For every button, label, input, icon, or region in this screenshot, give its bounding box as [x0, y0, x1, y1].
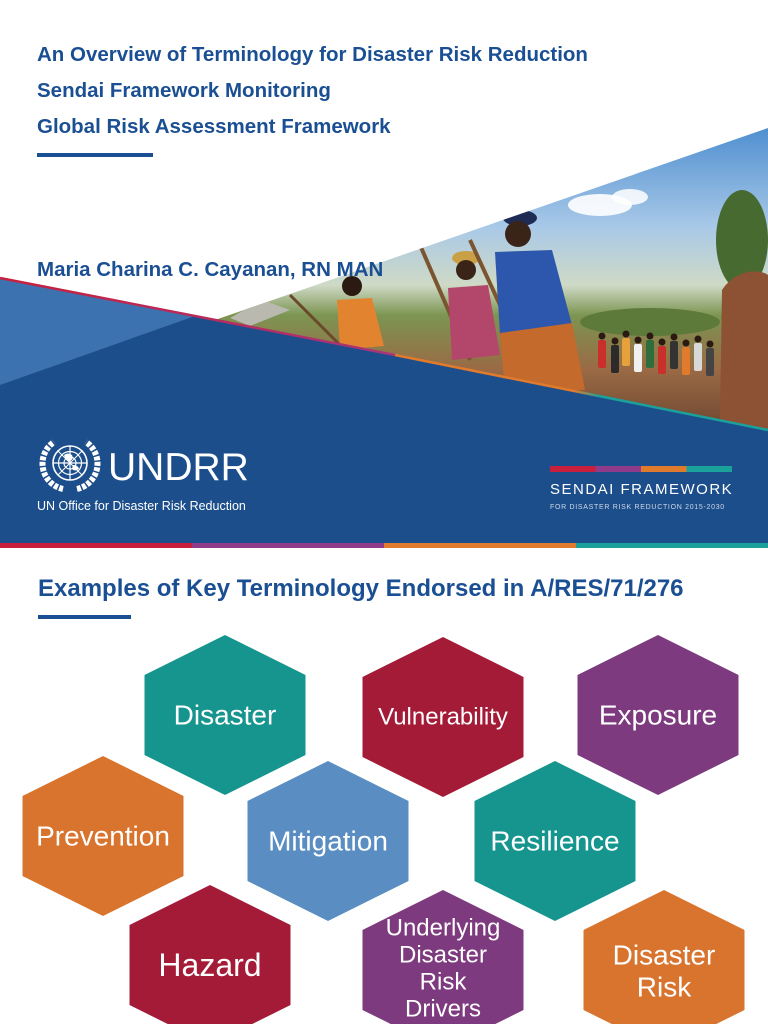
undrr-tagline: UN Office for Disaster Risk Reduction [37, 499, 246, 513]
term-hexagon-exposure [578, 635, 739, 795]
term-label: Vulnerability [378, 703, 508, 731]
photo-treeline [580, 308, 720, 336]
term-label-line: Underlying [385, 914, 501, 942]
term-hexagon-resilience [475, 761, 636, 921]
sendai-bar-teal [687, 466, 733, 472]
terminology-hexagons [0, 630, 768, 1024]
strip-red [0, 543, 192, 548]
title-line-3: Global Risk Assessment Framework [37, 115, 391, 138]
term-label: Mitigation [268, 825, 388, 857]
term-hexagon-disaster [145, 635, 306, 795]
sendai-bar-red [550, 466, 596, 472]
term-hexagon-prevention [23, 756, 184, 916]
term-hexagon-disaster-risk [584, 890, 745, 1024]
sendai-bar-purple [596, 466, 642, 472]
un-emblem-icon [37, 433, 103, 497]
photo-cloud [612, 189, 648, 205]
term-hexagon-vulnerability [363, 637, 524, 797]
presenter-name: Maria Charina C. Cayanan, RN MAN [37, 258, 384, 281]
sendai-subtitle: FOR DISASTER RISK REDUCTION 2015-2030 [550, 504, 725, 511]
sendai-bar-orange [641, 466, 687, 472]
undrr-wordmark: UNDRR [108, 446, 249, 489]
terminology-title-underline [38, 615, 131, 619]
term-label-line: Disaster [612, 939, 716, 971]
term-label: Prevention [36, 820, 170, 852]
title-underline [37, 153, 153, 157]
photo-trunk [720, 271, 768, 430]
term-label-line: Drivers [405, 995, 481, 1023]
term-label: Disaster [173, 699, 277, 731]
title-line-2: Sendai Framework Monitoring [37, 79, 331, 102]
term-label-line: Risk [636, 971, 692, 1003]
terminology-slide-title: Examples of Key Terminology Endorsed in A/RES/71/276 [38, 575, 684, 602]
strip-teal [576, 543, 768, 548]
sendai-title: SENDAI FRAMEWORK [550, 481, 734, 498]
term-label-line: Risk [419, 968, 467, 996]
sendai-color-bar [550, 466, 732, 472]
term-label: Resilience [490, 825, 620, 857]
term-label: Hazard [158, 947, 262, 983]
strip-orange [384, 543, 576, 548]
title-line-1: An Overview of Terminology for Disaster Risk Reduction [37, 43, 588, 66]
term-label: Exposure [598, 699, 718, 731]
term-label-line: Disaster [398, 941, 488, 969]
strip-purple [192, 543, 384, 548]
term-hexagon-mitigation [248, 761, 409, 921]
term-hexagon-underlying-drivers [363, 890, 524, 1024]
term-hexagon-hazard [130, 885, 291, 1024]
color-divider-strip [0, 543, 768, 548]
